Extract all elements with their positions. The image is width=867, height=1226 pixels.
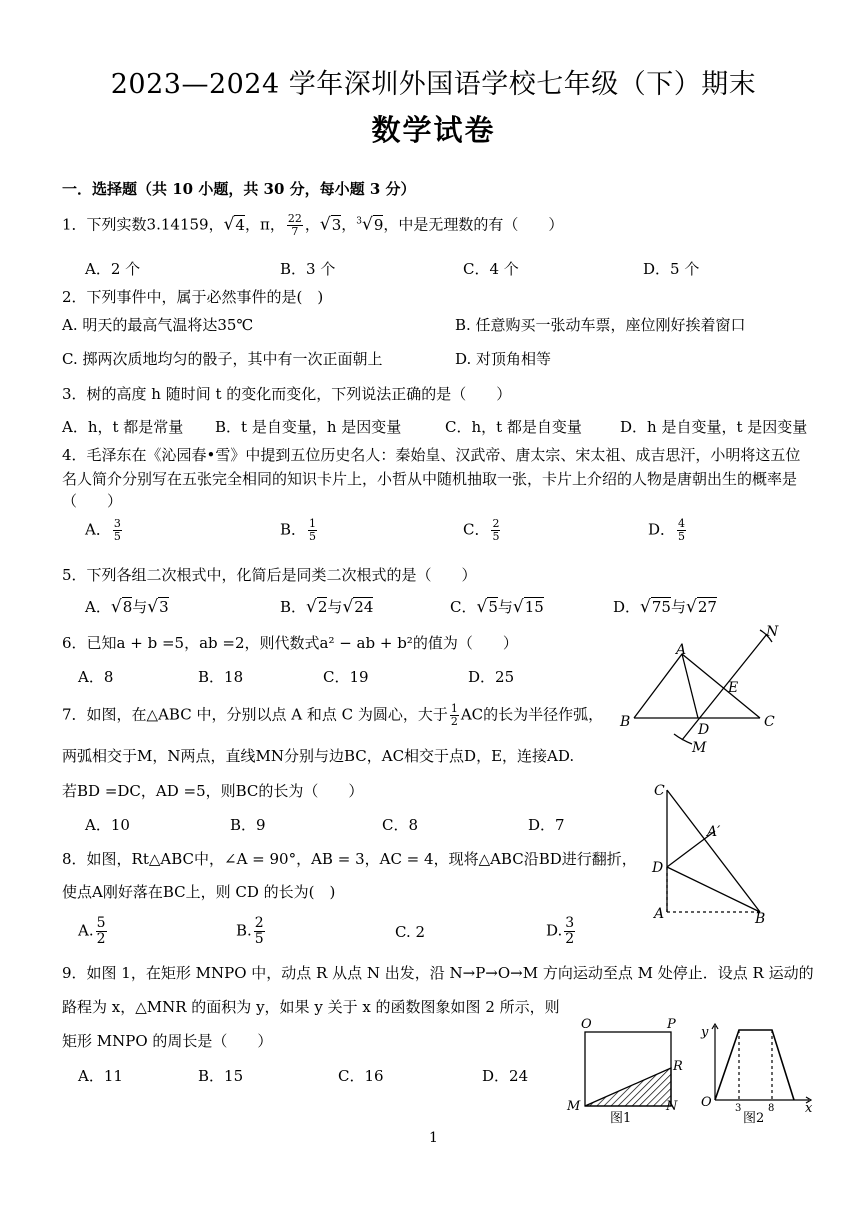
q3-option-a: A．h，t 都是常量 — [62, 418, 184, 436]
fig7-label-a: A — [676, 642, 687, 658]
fig9a-label-p: P — [667, 1017, 676, 1032]
q6-option-d: D．25 — [468, 668, 515, 686]
question-4-line-2: 名人简介分别写在五张完全相同的知识卡片上，小哲从中随机抽取一张，卡片上介绍的人物是唐朝出生的概率是 — [62, 470, 798, 488]
q1-option-b: B．3 个 — [280, 260, 336, 278]
fig9a-caption: 图1 — [610, 1111, 632, 1126]
q3-option-c: C．h，t 都是自变量 — [445, 418, 582, 436]
q4-option-d: D． $\frac{4}{5}$ — [648, 517, 686, 543]
question-7-line-1: 7．如图，在△ABC 中，分别以点 A 和点 C 为圆心，大于 $\frac{1}{2}$ AC的长为半径作弧， — [62, 702, 604, 728]
q1-option-c: C．4 个 — [463, 260, 519, 278]
question-5-stem: 5．下列各组二次根式中，化简后是同类二次根式的是（ ） — [62, 566, 477, 584]
q5-option-a: A．√8与√3 — [85, 597, 169, 617]
section-heading: 一．选择题（共 10 小题，共 30 分，每小题 3 分） — [62, 180, 416, 198]
q6-option-c: C．19 — [323, 668, 369, 686]
question-8-line-2: 使点A刚好落在BC上，则 CD 的长为( ) — [62, 883, 336, 901]
q2-option-a: A. 明天的最高气温将达35℃ — [62, 316, 254, 334]
q2-option-b: B. 任意购买一张动车票，座位刚好挨着窗口 — [455, 316, 746, 334]
q2-option-d: D. 对顶角相等 — [455, 350, 552, 368]
q5-option-b: B．√2与√24 — [280, 597, 374, 617]
q1-option-a: A．2 个 — [85, 260, 141, 278]
q4-option-b: B． $\frac{1}{5}$ — [280, 517, 317, 543]
q3-option-b: B．t 是自变量，h 是因变量 — [215, 418, 402, 436]
page-number: 1 — [429, 1130, 438, 1146]
q9-option-d: D．24 — [482, 1067, 529, 1085]
q1-option-d: D．5 个 — [643, 260, 700, 278]
question-3-stem: 3．树的高度 h 随时间 t 的变化而变化，下列说法正确的是（ ） — [62, 385, 512, 403]
q6-option-b: B．18 — [198, 668, 244, 686]
fig7-label-c: C — [764, 714, 775, 730]
question-9-line-3: 矩形 MNPO 的周长是（ ） — [62, 1032, 273, 1050]
fig9b-label-x: x — [805, 1101, 813, 1116]
q9-option-c: C．16 — [338, 1067, 384, 1085]
question-8-line-1: 8．如图，Rt△ABC中，∠A = 90°，AB = 3，AC = 4，现将△ABC沿BD进行翻折， — [62, 850, 637, 868]
figure-q9-graph — [697, 1020, 822, 1130]
q4-option-a: A． $\frac{3}{5}$ — [85, 517, 121, 543]
q4-option-c: C． $\frac{2}{5}$ — [463, 517, 500, 543]
fig7-label-n: N — [766, 624, 779, 640]
fig8-label-b: B — [755, 911, 766, 927]
fig7-label-b: B — [620, 714, 631, 730]
q5-option-c: C．√5与√15 — [450, 597, 544, 617]
q3-option-d: D．h 是自变量，t 是因变量 — [620, 418, 808, 436]
fig9b-tick-3: 3 — [735, 1103, 742, 1114]
fig8-label-d: D — [652, 860, 664, 876]
q9-option-b: B．15 — [198, 1067, 244, 1085]
q5-option-d: D．√75与√27 — [613, 597, 717, 617]
q8-option-c: C. 2 — [395, 923, 426, 941]
q7-option-c: C．8 — [382, 816, 419, 834]
question-7-line-2: 两弧相交于M，N两点，直线MN分别与边BC，AC相交于点D，E，连接AD. — [62, 747, 575, 765]
question-6-stem: 6．已知a + b =5，ab =2，则代数式a² − ab + b²的值为（ ） — [62, 634, 518, 652]
figure-q7-triangle — [612, 620, 802, 760]
question-2-stem: 2．下列事件中，属于必然事件的是( ) — [62, 288, 324, 306]
question-4-line-3: （ ） — [62, 492, 123, 510]
q7-option-a: A．10 — [85, 816, 130, 834]
page-subtitle: 数学试卷 — [371, 113, 496, 147]
fig9b-tick-8: 8 — [768, 1103, 775, 1114]
q7-option-b: B．9 — [230, 816, 266, 834]
fig8-label-a-prime: A′ — [707, 824, 721, 840]
page-title: 2023—2024 学年深圳外国语学校七年级（下）期末 — [110, 69, 757, 100]
fig7-label-d: D — [698, 722, 710, 738]
fig7-label-e: E — [728, 680, 739, 696]
question-1-stem: 1．下列实数3.14159，√4，π， $\frac{22}{7}$ ，√3，$^3$√9，中是无理数的有（ ） — [62, 212, 564, 238]
figure-q8-triangle — [640, 778, 780, 928]
fig8-label-a: A — [654, 906, 665, 922]
q9-option-a: A．11 — [78, 1067, 123, 1085]
q8-option-a: A. $\frac{5}{2}$ — [78, 915, 106, 947]
fig9a-label-r: R — [673, 1059, 683, 1074]
fig9a-label-m: M — [567, 1099, 581, 1114]
question-7-line-3: 若BD =DC，AD =5，则BC的长为（ ） — [62, 782, 364, 800]
figure-q9-rectangle — [563, 1012, 693, 1130]
q8-option-b: B. $\frac{2}{5}$ — [236, 915, 264, 947]
question-9-line-2: 路程为 x，△MNR 的面积为 y，如果 y 关于 x 的函数图象如图 2 所示，则 — [62, 998, 560, 1016]
fig9b-caption: 图2 — [743, 1111, 765, 1126]
q7-option-d: D．7 — [528, 816, 565, 834]
fig8-label-c: C — [654, 783, 665, 799]
question-9-line-1: 9．如图 1，在矩形 MNPO 中，动点 R 从点 N 出发，沿 N→P→O→M 方向运动至点 M 处停止．设点 R 运动的 — [62, 964, 814, 982]
q2-option-c: C. 掷两次质地均匀的骰子，其中有一次正面朝上 — [62, 350, 383, 368]
question-4-line-1: 4．毛泽东在《沁园春•雪》中提到五位历史名人：秦始皇、汉武帝、唐太宗、宋太祖、成吉思汗，小明将这五位 — [62, 446, 801, 464]
q8-option-d: D. $\frac{3}{2}$ — [546, 915, 575, 947]
fig7-label-m: M — [692, 740, 707, 756]
q6-option-a: A．8 — [78, 668, 114, 686]
fig9b-label-y: y — [701, 1025, 709, 1040]
fig9a-label-o: O — [581, 1017, 592, 1032]
fig9b-label-o: O — [701, 1095, 712, 1110]
fig9a-label-n: N — [666, 1099, 678, 1114]
